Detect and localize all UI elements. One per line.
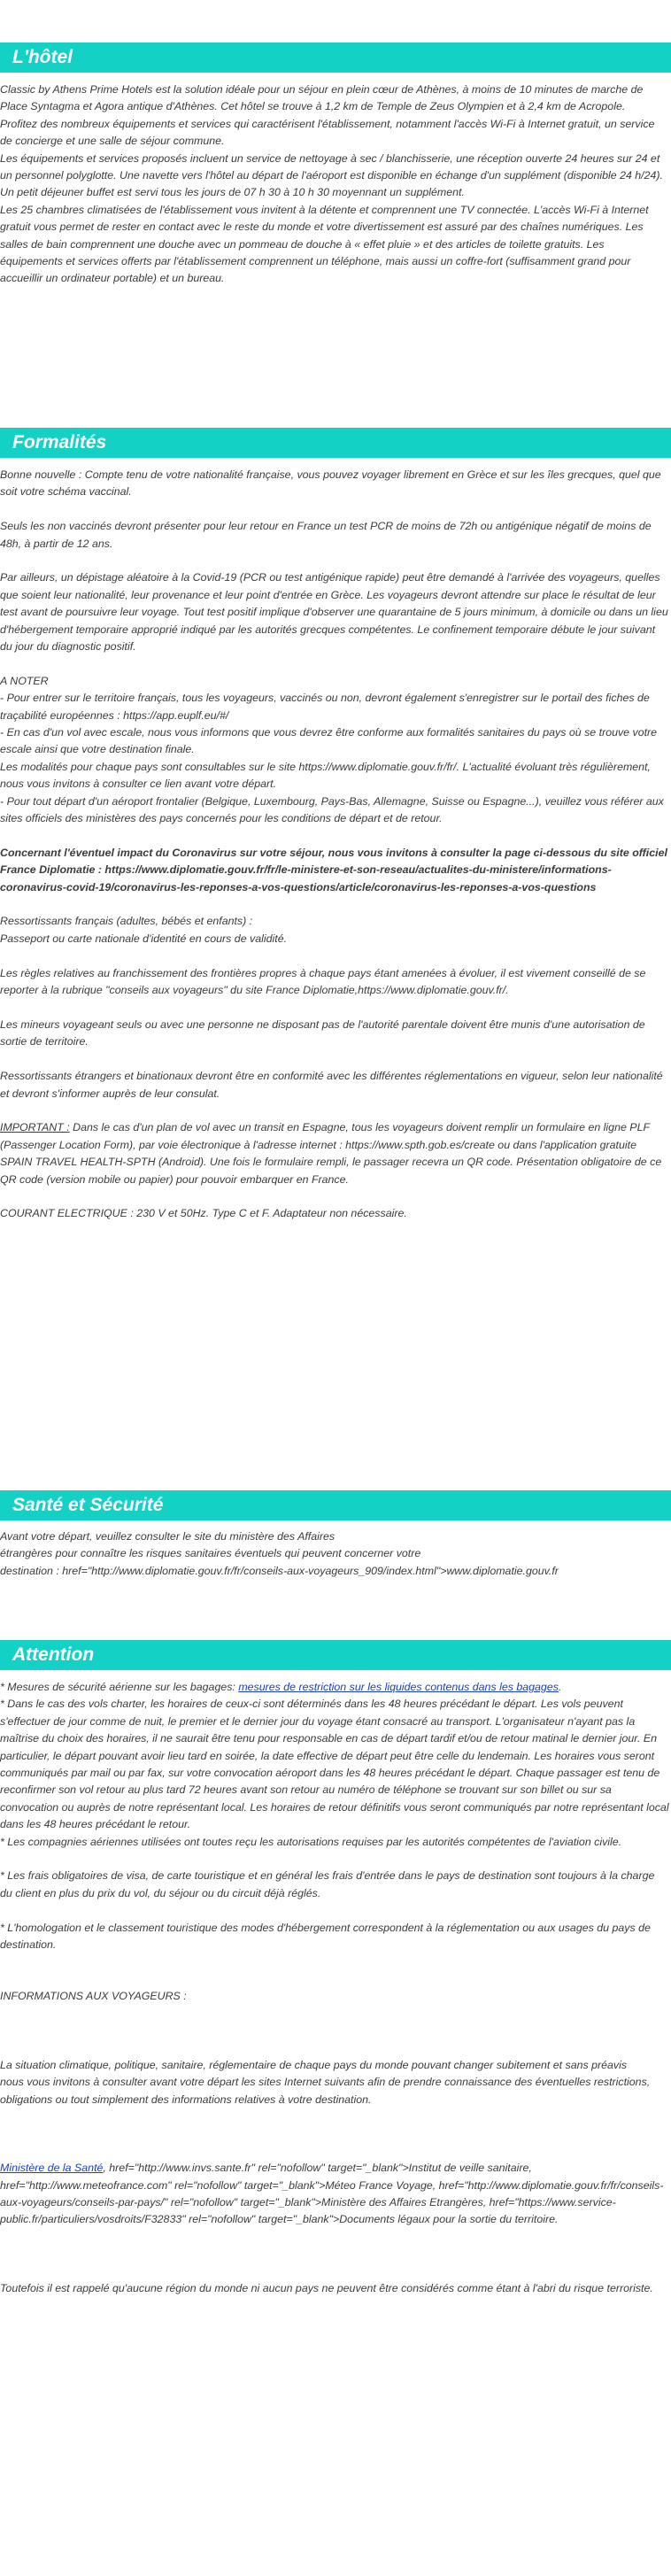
sante-heading: Santé et Sécurité [0, 1490, 671, 1520]
attention-heading: Attention [0, 1640, 671, 1670]
foreigners-info: Ressortissants étrangers et binationaux devront être en conformité avec les différentes réglementations en vigueur, selon leur nationalité et devront s'informer auprès de leur consulat. [0, 1070, 663, 1100]
sante-line: Avant votre départ, veuillez consulter le site du ministère des Affaires [0, 1530, 336, 1543]
hotel-paragraph: Profitez des nombreux équipements et services qui caractérisent l'établissement, notamment l'accès Wi-Fi à Internet gratuit, un service de concierge et une salle de séjour commune. [0, 117, 655, 148]
note-item: - En cas d'un vol avec escale, nous vous informons que vous devrez être conforme aux formalités sanitaires du pays où se trouve votre escale ainsi que votre destination finale. [0, 726, 658, 756]
baggage-security-suffix: . [558, 1681, 562, 1693]
liquids-restriction-link[interactable]: mesures de restriction sur les liquides contenus dans les bagages [238, 1681, 559, 1693]
minors-info: Les mineurs voyageant seuls ou avec une personne ne disposant pas de l'autorité parentale doivent être munis d'une autorisation de sortie de territoire. [0, 1017, 645, 1048]
sante-line: destination : href="http://www.diplomatie.gouv.fr/fr/conseils-aux-voyageurs_909/index.html">www.diplomatie.gouv.fr [0, 1564, 559, 1577]
sante-section [0, 1490, 671, 1580]
note-item: - Pour tout départ d'un aéroport frontalier (Belgique, Luxembourg, Pays-Bas, Allemagne, Suisse ou Espagne...), veuillez vous référer aux sites officiels des ministères des pays concernés pour les conditions de départ et de retour. [0, 794, 664, 825]
spain-transit-notice [0, 1119, 669, 1188]
useful-links [0, 2160, 669, 2229]
consult-websites: nous vous invitons à consulter avant votre départ les sites Internet suivants afin de prendre connaissance des éventuelles restrictions, obligations ou tout simplement des informations relatives à votre destination. [0, 2076, 651, 2106]
useful-links-text: , href="http://www.invs.sante.fr" rel="nofollow" target="_blank">Institut de veille sanitaire, href="http://www.meteofrance.com" rel="nofollow" target="_blank">Méteo France Voyage, href="http://www.diplomatie.gouv.fr/fr/conseils-aux-voyageurs/conseils-par-pays/" rel="nofollow" target="_blank">Ministère des Affaires Etrangères, href="https://www.service-public.fr/particuliers/vosdroits/F32833" rel="nofollow" target="_blank">Documents légaux pour la sortie du territoire. [0, 2162, 664, 2226]
formalites-heading: Formalités [0, 428, 671, 458]
hotel-description [0, 81, 671, 288]
hotel-paragraph: Classic by Athens Prime Hotels est la solution idéale pour un séjour en plein cœur de Athènes, à moins de 10 minutes de marche de Place Syntagma et Agora antique d'Athènes. Cet hôtel se trouve à 1,2 km de Temple de Zeus Olympien et à 2,4 km de Acropole. [0, 83, 644, 113]
attention-section [0, 1640, 671, 2297]
random-testing-info: Par ailleurs, un dépistage aléatoire à la Covid-19 (PCR ou test antigénique rapide) peut être demandé à l'arrivée des voyageurs, quelles que soient leur nationalité, leur provenance et leur point d'entrée en Grèce. Les voyageurs devront attendre sur place le résultat de leur test avant de poursuivre leur voyage. Tout test positif implique d'observer une quarantaine de 5 jours minimum, à domicile ou dans un lieu d'hébergement temporaire approprié indiqué par les autorités grecques compétentes. Le confinement temporaire débute le jour suivant du jour du diagnostic positif. [0, 571, 668, 654]
sante-content [0, 1528, 671, 1580]
charter-schedule-info: * Dans le cas des vols charter, les horaires de ceux-ci sont déterminés dans les 48 heures précédant le départ. Les vols peuvent s'effectuer de jour comme de nuit, le premier et le dernier jour du voyage étant consacré au transport. L'organisateur n'ayant pas la maîtrise du choix des horaires, il ne saurait être tenu pour responsable en cas de départ tardif et/ou de retour matinal le dernier jour. En particulier, le départ pouvant avoir lieu tard en soirée, la date effective de départ peut être celle du lendemain. Les horaires vous seront communiqués par mail ou par fax, sur votre convocation aéroport dans les 48 heures précédant le départ. Chaque passager est tenu de reconfirmer son vol retour au plus tard 72 heures avant son retour au numéro de téléphone se trouvant sur son billet ou sur sa convocation ou auprès de notre représentant local. Les horaires de retour définitifs vous seront communiqués par notre représentant local dans les 48 heures précédant le retour. [0, 1698, 669, 1831]
note-item: - Pour entrer sur le territoire français, tous les voyageurs, vaccinés ou non, devront également s'enregistrer sur le portail des fiches de traçabilité européennes : https://app.euplf.eu/#/ [0, 692, 650, 722]
baggage-security [0, 1679, 669, 1696]
ressortissants-docs: Passeport ou carte nationale d'identité en cours de validité. [0, 932, 288, 945]
ministere-sante-link[interactable]: Ministère de la Santé [0, 2162, 104, 2175]
hotel-paragraph: Les équipements et services proposés incluent un service de nettoyage à sec / blanchisserie, une réception ouverte 24 heures sur 24 et un personnel polyglotte. Une navette vers l'hôtel au départ de l'aéroport est disponible en échange d'un supplément (disponible 24 h/24). [0, 151, 663, 182]
important-label: IMPORTANT : [0, 1121, 70, 1134]
note-item: Les modalités pour chaque pays sont consultables sur le site https://www.diplomatie.gouv.fr/fr/. L'actualité évoluant très régulièrement, nous vous invitons à consulter ce lien avant votre départ. [0, 760, 651, 791]
test-requirement: Seuls les non vaccinés devront présenter pour leur retour en France un test PCR de moins de 72h ou antigénique négatif de moins de 48h, à partir de 12 ans. [0, 520, 652, 550]
attention-content [0, 1679, 671, 2297]
coronavirus-notice: Concernant l'éventuel impact du Coronavirus sur votre séjour, nous vous invitons à consulter la page ci-dessous du site officiel France Diplomatie : https://www.diplomatie.gouv.fr/fr/le-ministere-et-son-reseau/actualites-du-ministere/informations-coronavirus-covid-19/coronavirus-les-reponses-a-vos-questions/article/coronavirus-les-reponses-a-vos-questions [0, 846, 667, 893]
terrorism-warning: Toutefois il est rappelé qu'aucune région du monde ni aucun pays ne peuvent être considérés comme étant à l'abri du risque terroriste. [0, 2282, 653, 2295]
traveller-info-title: INFORMATIONS AUX VOYAGEURS : [0, 1990, 187, 2003]
hotel-heading: L'hôtel [0, 43, 671, 73]
ressortissants-label: Ressortissants français (adultes, bébés et enfants) : [0, 915, 253, 928]
hotel-paragraph: Un petit déjeuner buffet est servi tous les jours de 07 h 30 à 10 h 30 moyennant un supplément. [0, 186, 465, 199]
electric-current: COURANT ELECTRIQUE : 230 V et 50Hz. Type C et F. Adaptateur non nécessaire. [0, 1207, 407, 1220]
baggage-security-prefix: * Mesures de sécurité aérienne sur les bagages: [0, 1681, 239, 1693]
border-rules: Les règles relatives au franchissement des frontières propres à chaque pays étant amenées à évoluer, il est vivement conseillé de se reporter à la rubrique "conseils aux voyageurs" du site France Diplomatie,https://www.diplomatie.gouv.fr/. [0, 966, 646, 997]
important-text: Dans le cas d'un plan de vol avec un transit en Espagne, tous les voyageurs doivent remplir un formulaire en ligne PLF (Passenger Location Form), par voie électronique à l'adresse internet : https://www.spth.gob.es/create ou dans l'application gratuite SPAIN TRAVEL HEALTH-SPTH (Android). Une fois le formulaire rempli, le passager recevra un QR code. Présentation obligatoire de ce QR code (version mobile ou papier) pour pouvoir embarquer en France. [0, 1121, 662, 1186]
hotel-paragraph: Les 25 chambres climatisées de l'établissement vous invitent à la détente et comprennent une TV connectée. L'accès Wi-Fi à Internet gratuit vous permet de rester en contact avec le reste du monde et votre divertissement est assuré par des chaînes numériques. Les salles de bain comprennent une douche avec un pommeau de douche à « effet pluie » et des articles de toilette gratuits. Les équipements et services offerts par l'établissement comprennent un téléphone, mais aussi un coffre-fort (suffisamment grand pour accueillir un ordinateur portable) et un bureau. [0, 203, 649, 285]
formalites-content [0, 467, 671, 1223]
accommodation-rating: * L'homologation et le classement touristique des modes d'hébergement correspondent à la réglementation ou aux usages du pays de destination. [0, 1921, 651, 1952]
situation-warning: La situation climatique, politique, sanitaire, réglementaire de chaque pays du monde pouvant changer subitement et sans préavis [0, 2058, 628, 2071]
formalites-section [0, 428, 671, 1223]
vaccination-info: Bonne nouvelle : Compte tenu de votre nationalité française, vous pouvez voyager librement en Grèce et sur les îles grecques, quel que soit votre schéma vaccinal. [0, 468, 661, 499]
sante-line: étrangères pour connaître les risques sanitaires éventuels qui peuvent concerner votre [0, 1547, 421, 1560]
note-title: A NOTER [0, 674, 49, 687]
mandatory-fees: * Les frais obligatoires de visa, de carte touristique et en général les frais d'entrée dans le pays de destination sont toujours à la charge du client en plus du prix du vol, du séjour ou du circuit déjà réglés. [0, 1869, 655, 1899]
airlines-authorization: * Les compagnies aériennes utilisées ont toutes reçu les autorisations requises par les autorités compétentes de l'aviation civile. [0, 1835, 622, 1848]
hotel-section [0, 43, 671, 288]
